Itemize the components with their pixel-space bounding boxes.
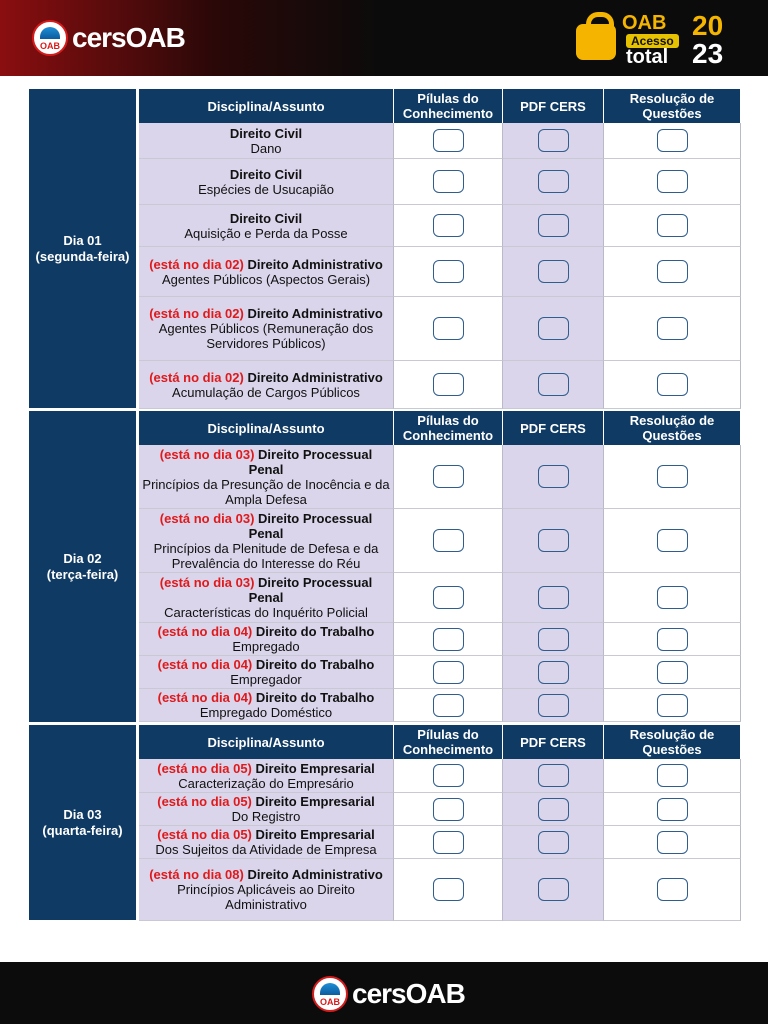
checkbox-cell	[503, 159, 604, 205]
table-row	[139, 793, 741, 826]
pdf-checkbox[interactable]	[538, 529, 569, 552]
pdf-checkbox[interactable]	[538, 373, 569, 396]
discipline-name: Direito Civil	[229, 125, 303, 141]
moved-note: (está no dia 03)	[159, 575, 255, 590]
pdf-checkbox[interactable]	[538, 214, 569, 237]
resolucao-checkbox[interactable]	[657, 373, 688, 396]
moved-note: (está no dia 02)	[149, 369, 244, 385]
pilulas-checkbox[interactable]	[433, 214, 464, 237]
header-resolucao: Resolução de Questões	[604, 411, 741, 445]
header-subject: Disciplina/Assunto	[139, 89, 394, 123]
moved-note: (está no dia 08)	[149, 867, 244, 882]
header-pilulas: Pílulas do Conhecimento	[394, 725, 503, 759]
pdf-checkbox[interactable]	[538, 694, 569, 717]
checkbox-cell	[394, 159, 503, 205]
checkbox-cell	[394, 859, 503, 921]
cers-logo	[32, 20, 185, 56]
badge-year-top: 20	[692, 10, 724, 41]
discipline-name: Direito Empresarial	[255, 827, 375, 842]
checkbox-cell	[503, 826, 604, 859]
pilulas-checkbox[interactable]	[433, 694, 464, 717]
subject-heading	[230, 126, 302, 141]
topic-name: Empregado	[232, 639, 300, 654]
checkbox-cell	[503, 689, 604, 722]
checkbox-cell	[604, 759, 741, 793]
topic-name: Empregado Doméstico	[199, 705, 333, 720]
subject-cell	[139, 793, 394, 826]
day-weekday: (segunda-feira)	[35, 248, 130, 264]
subject-cell	[139, 826, 394, 859]
checkbox-cell	[503, 509, 604, 573]
subject-cell	[139, 297, 394, 361]
table-row	[139, 297, 741, 361]
subject-heading	[149, 306, 383, 321]
footer-brand-name: cersOAB	[352, 978, 465, 1009]
discipline-name: Direito Administrativo	[247, 867, 383, 882]
moved-note: (está no dia 03)	[159, 510, 255, 526]
checkbox-cell	[394, 205, 503, 247]
header-subject: Disciplina/Assunto	[139, 725, 394, 759]
topic-name: Empregador	[230, 672, 302, 687]
footer-seal-text: OAB	[320, 997, 340, 1007]
subject-heading	[141, 511, 391, 541]
pdf-checkbox[interactable]	[538, 170, 569, 193]
pilulas-checkbox[interactable]	[433, 465, 464, 488]
header-pdf: PDF CERS	[503, 411, 604, 445]
checkbox-cell	[604, 689, 741, 722]
checkbox-cell	[394, 656, 503, 689]
pilulas-checkbox[interactable]	[433, 628, 464, 651]
subject-heading	[157, 827, 374, 842]
column-header-row	[139, 89, 741, 123]
topic-name: Características do Inquérito Policial	[164, 605, 368, 620]
table-row	[139, 859, 741, 921]
checkbox-cell	[394, 689, 503, 722]
table-row	[139, 123, 741, 159]
resolucao-checkbox[interactable]	[657, 170, 688, 193]
discipline-name: Direito Empresarial	[255, 794, 375, 809]
pdf-checkbox[interactable]	[538, 878, 569, 901]
checkbox-cell	[394, 793, 503, 826]
subject-cell	[139, 759, 394, 793]
discipline-name: Direito do Trabalho	[255, 657, 375, 672]
checkbox-cell	[604, 445, 741, 509]
resolucao-checkbox[interactable]	[657, 129, 688, 152]
brand-name: cersOAB	[72, 22, 185, 53]
table-row	[139, 573, 741, 623]
discipline-name: Direito do Trabalho	[255, 690, 375, 705]
checkbox-cell	[604, 656, 741, 689]
day-label-cell	[29, 89, 136, 408]
subject-heading	[141, 575, 391, 605]
checkbox-cell	[503, 247, 604, 297]
topic-name: Agentes Públicos (Remuneração dos Servidores Públicos)	[158, 321, 374, 351]
discipline-name: Direito Administrativo	[247, 256, 383, 272]
checkbox-cell	[394, 573, 503, 623]
day-label-cell	[29, 725, 136, 920]
pilulas-checkbox[interactable]	[433, 317, 464, 340]
topic-name: Do Registro	[231, 809, 301, 824]
page-header	[0, 0, 768, 76]
discipline-name: Direito Processual Penal	[248, 510, 373, 541]
topic-name: Princípios da Plenitude de Defesa e da Prevalência do Interesse do Réu	[153, 540, 379, 571]
moved-note: (está no dia 05)	[157, 827, 252, 842]
header-pdf: PDF CERS	[503, 89, 604, 123]
checkbox-cell	[503, 859, 604, 921]
checkbox-cell	[394, 247, 503, 297]
day-weekday: (quarta-feira)	[42, 822, 123, 838]
resolucao-checkbox[interactable]	[657, 764, 688, 787]
day-weekday: (terça-feira)	[46, 566, 119, 582]
subject-heading	[157, 761, 374, 776]
resolucao-checkbox[interactable]	[657, 798, 688, 821]
discipline-name: Direito Empresarial	[255, 760, 375, 776]
lock-icon	[576, 24, 616, 60]
pilulas-checkbox[interactable]	[433, 260, 464, 283]
checkbox-cell	[503, 623, 604, 656]
checkbox-cell	[394, 759, 503, 793]
checkbox-cell	[604, 159, 741, 205]
topic-name: Espécies de Usucapião	[198, 181, 334, 197]
checkbox-cell	[394, 297, 503, 361]
pilulas-checkbox[interactable]	[433, 373, 464, 396]
header-pilulas: Pílulas do Conhecimento	[394, 89, 503, 123]
topic-name: Dano	[250, 140, 282, 156]
resolucao-checkbox[interactable]	[657, 694, 688, 717]
subject-heading	[158, 657, 375, 672]
moved-note: (está no dia 03)	[159, 446, 255, 462]
table-row	[139, 361, 741, 409]
resolucao-checkbox[interactable]	[657, 878, 688, 901]
subject-cell	[139, 573, 394, 623]
resolucao-checkbox[interactable]	[657, 465, 688, 488]
subject-cell	[139, 205, 394, 247]
checkbox-cell	[394, 509, 503, 573]
subject-cell	[139, 445, 394, 509]
checkbox-cell	[604, 859, 741, 921]
subject-heading	[141, 447, 391, 477]
badge-total: total	[626, 46, 669, 68]
topic-name: Acumulação de Cargos Públicos	[172, 384, 360, 400]
checkbox-cell	[503, 205, 604, 247]
discipline-name: Direito Administrativo	[247, 369, 383, 385]
pilulas-checkbox[interactable]	[433, 798, 464, 821]
subject-cell	[139, 247, 394, 297]
subject-cell	[139, 623, 394, 656]
checkbox-cell	[394, 623, 503, 656]
moved-note: (está no dia 04)	[157, 657, 253, 672]
badge-oab: OAB	[622, 12, 667, 34]
checkbox-cell	[503, 759, 604, 793]
header-resolucao: Resolução de Questões	[604, 89, 741, 123]
subject-heading	[149, 257, 383, 272]
subject-cell	[139, 123, 394, 159]
topic-name: Princípios da Presunção de Inocência e da Ampla Defesa	[142, 476, 390, 507]
subject-heading	[158, 624, 375, 639]
moved-note: (está no dia 02)	[149, 306, 244, 321]
topic-name: Aquisição e Perda da Posse	[184, 225, 348, 241]
topic-name: Princípios Aplicáveis ao Direito Administrativo	[177, 882, 355, 912]
pilulas-checkbox[interactable]	[433, 878, 464, 901]
table-row	[139, 205, 741, 247]
column-header-row	[139, 725, 741, 759]
footer-oab-seal-icon	[312, 976, 348, 1012]
discipline-name: Direito Civil	[229, 210, 303, 226]
moved-note: (está no dia 02)	[149, 256, 244, 272]
header-pilulas: Pílulas do Conhecimento	[394, 411, 503, 445]
checkbox-cell	[503, 297, 604, 361]
subject-heading	[158, 690, 375, 705]
subject-heading	[149, 867, 383, 882]
pilulas-checkbox[interactable]	[433, 661, 464, 684]
checkbox-cell	[394, 123, 503, 159]
subject-heading	[230, 211, 302, 226]
moved-note: (está no dia 05)	[157, 794, 252, 809]
checkbox-cell	[503, 793, 604, 826]
table-row	[139, 759, 741, 793]
table-row	[139, 509, 741, 573]
oab-seal-icon	[32, 20, 68, 56]
footer-cers-logo	[312, 976, 465, 1012]
pilulas-checkbox[interactable]	[433, 764, 464, 787]
discipline-name: Direito Administrativo	[247, 306, 383, 321]
discipline-name: Direito Processual Penal	[248, 575, 373, 605]
resolucao-checkbox[interactable]	[657, 628, 688, 651]
pdf-checkbox[interactable]	[538, 661, 569, 684]
subject-heading	[149, 370, 383, 385]
header-resolucao: Resolução de Questões	[604, 725, 741, 759]
moved-note: (está no dia 05)	[157, 760, 252, 776]
header-pdf: PDF CERS	[503, 725, 604, 759]
subject-cell	[139, 159, 394, 205]
resolucao-checkbox[interactable]	[657, 661, 688, 684]
pilulas-checkbox[interactable]	[433, 170, 464, 193]
checkbox-cell	[604, 247, 741, 297]
pilulas-checkbox[interactable]	[433, 586, 464, 609]
resolucao-checkbox[interactable]	[657, 831, 688, 854]
pdf-checkbox[interactable]	[538, 764, 569, 787]
subject-cell	[139, 656, 394, 689]
day-label: Dia 01	[63, 232, 102, 248]
checkbox-cell	[394, 826, 503, 859]
table-row	[139, 159, 741, 205]
checkbox-cell	[394, 445, 503, 509]
moved-note: (está no dia 04)	[157, 624, 253, 639]
column-header-row	[139, 411, 741, 445]
badge-year-bottom: 23	[692, 38, 724, 69]
pdf-checkbox[interactable]	[538, 317, 569, 340]
pilulas-checkbox[interactable]	[433, 129, 464, 152]
header-subject: Disciplina/Assunto	[139, 411, 394, 445]
table-row	[139, 656, 741, 689]
checkbox-cell	[604, 509, 741, 573]
day-label: Dia 03	[63, 806, 102, 822]
checkbox-cell	[604, 793, 741, 826]
table-row	[139, 445, 741, 509]
checkbox-cell	[503, 123, 604, 159]
topic-name: Agentes Públicos (Aspectos Gerais)	[161, 271, 371, 287]
pilulas-checkbox[interactable]	[433, 831, 464, 854]
checkbox-cell	[604, 205, 741, 247]
badge-acesso: Acesso	[626, 34, 679, 48]
table-row	[139, 623, 741, 656]
pdf-checkbox[interactable]	[538, 831, 569, 854]
pdf-checkbox[interactable]	[538, 129, 569, 152]
discipline-name: Direito Processual Penal	[248, 446, 373, 477]
checkbox-cell	[604, 123, 741, 159]
day-label-cell	[29, 411, 136, 722]
checkbox-cell	[503, 656, 604, 689]
pdf-checkbox[interactable]	[538, 628, 569, 651]
subject-cell	[139, 361, 394, 409]
checkbox-cell	[604, 361, 741, 409]
day-label: Dia 02	[63, 550, 102, 566]
checkbox-cell	[394, 361, 503, 409]
checkbox-cell	[604, 573, 741, 623]
resolucao-checkbox[interactable]	[657, 529, 688, 552]
table-row	[139, 689, 741, 722]
subject-cell	[139, 689, 394, 722]
resolucao-checkbox[interactable]	[657, 214, 688, 237]
page-footer	[0, 962, 768, 1024]
subject-heading	[157, 794, 374, 809]
table-row	[139, 247, 741, 297]
discipline-name: Direito do Trabalho	[255, 624, 375, 639]
resolucao-checkbox[interactable]	[657, 317, 688, 340]
pilulas-checkbox[interactable]	[433, 529, 464, 552]
checkbox-cell	[604, 826, 741, 859]
checkbox-cell	[503, 361, 604, 409]
discipline-name: Direito Civil	[229, 166, 303, 182]
topic-name: Dos Sujeitos da Atividade de Empresa	[155, 842, 377, 857]
subject-cell	[139, 859, 394, 921]
topic-name: Caracterização do Empresário	[178, 775, 354, 791]
checkbox-cell	[503, 445, 604, 509]
resolucao-checkbox[interactable]	[657, 586, 688, 609]
pdf-checkbox[interactable]	[538, 586, 569, 609]
table-row	[139, 826, 741, 859]
pdf-checkbox[interactable]	[538, 465, 569, 488]
pdf-checkbox[interactable]	[538, 260, 569, 283]
subject-heading	[230, 167, 302, 182]
checkbox-cell	[503, 573, 604, 623]
acesso-total-badge	[574, 10, 744, 68]
seal-text: OAB	[40, 41, 60, 51]
checkbox-cell	[604, 623, 741, 656]
resolucao-checkbox[interactable]	[657, 260, 688, 283]
subject-cell	[139, 509, 394, 573]
pdf-checkbox[interactable]	[538, 798, 569, 821]
checkbox-cell	[604, 297, 741, 361]
moved-note: (está no dia 04)	[157, 690, 253, 705]
